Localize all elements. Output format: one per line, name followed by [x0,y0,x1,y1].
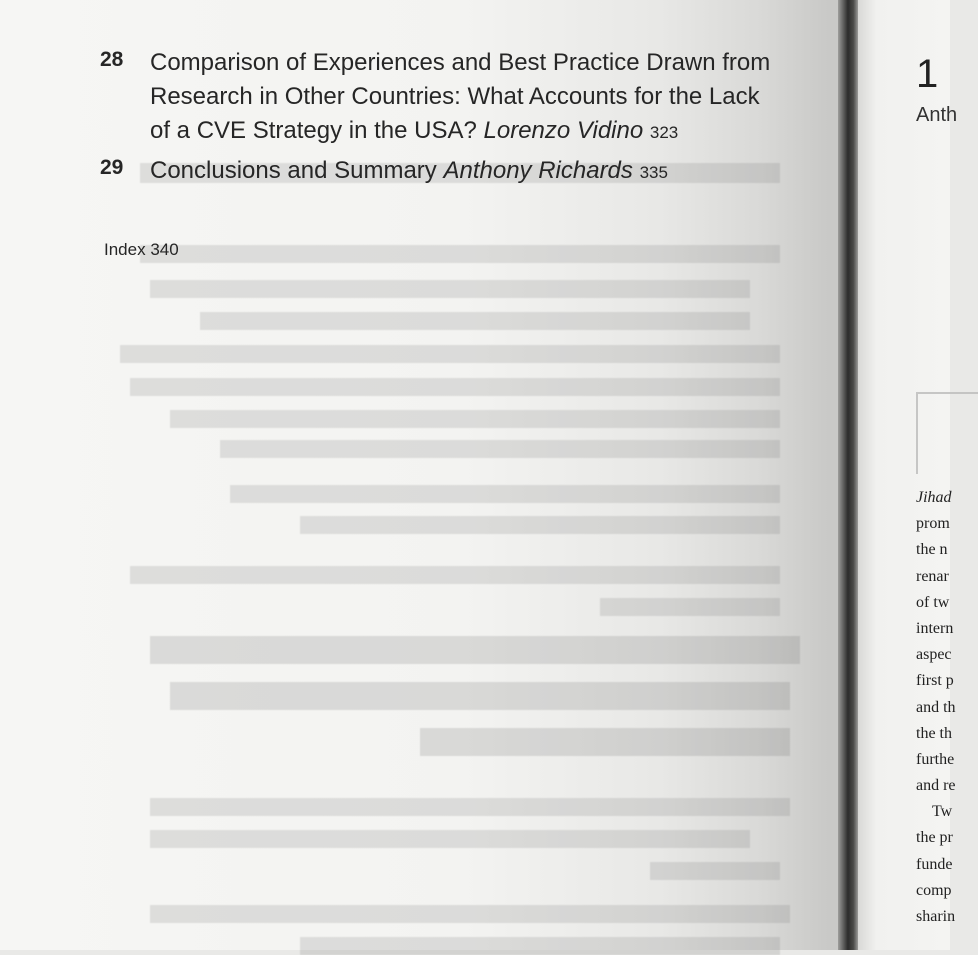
body-line: intern [916,619,954,637]
body-line: the n [916,541,948,559]
body-line: Jihad [916,489,952,506]
body-line: comp [916,881,952,899]
drop-cap-outline [916,392,978,474]
body-line: of tw [916,593,950,611]
chapter-author: Anthony Richards [443,157,633,184]
body-text [916,485,956,930]
chapter-title [150,154,668,190]
title-line: Research in Other Countries: What Accounts for the Lack [150,83,760,110]
toc-index [104,240,179,260]
body-line: first p [916,672,954,690]
chapter-heading-number: 1 [916,52,939,96]
chapter-heading-author: Anth [916,104,958,126]
book-gutter [838,0,860,950]
title-text: Conclusions and Summary [150,157,437,184]
chapter-page: 335 [639,163,668,182]
body-line: the pr [916,829,953,847]
chapter-author: Lorenzo Vidino [483,117,644,144]
title-line: Comparison of Experiences and Best Practice Drawn from [150,49,771,76]
index-page: 340 [150,240,179,259]
chapter-number: 28 [100,48,124,71]
index-label: Index [104,240,146,259]
body-line: Tw [932,803,953,821]
chapter-page: 323 [649,123,679,142]
body-line: renar [916,567,949,585]
body-line: sharin [916,908,956,925]
chapter-number: 29 [100,156,124,179]
body-line: furthe [916,750,955,768]
body-line: and re [916,777,956,795]
title-line: of a CVE Strategy in the USA? [150,117,477,144]
body-line: prom [916,515,950,533]
body-line: and th [916,698,956,716]
right-page [858,0,958,950]
body-line: the th [916,724,952,742]
chapter-title [150,46,770,150]
body-line: aspec [916,646,952,664]
body-line: funde [916,855,953,873]
title-line-last [150,114,770,150]
